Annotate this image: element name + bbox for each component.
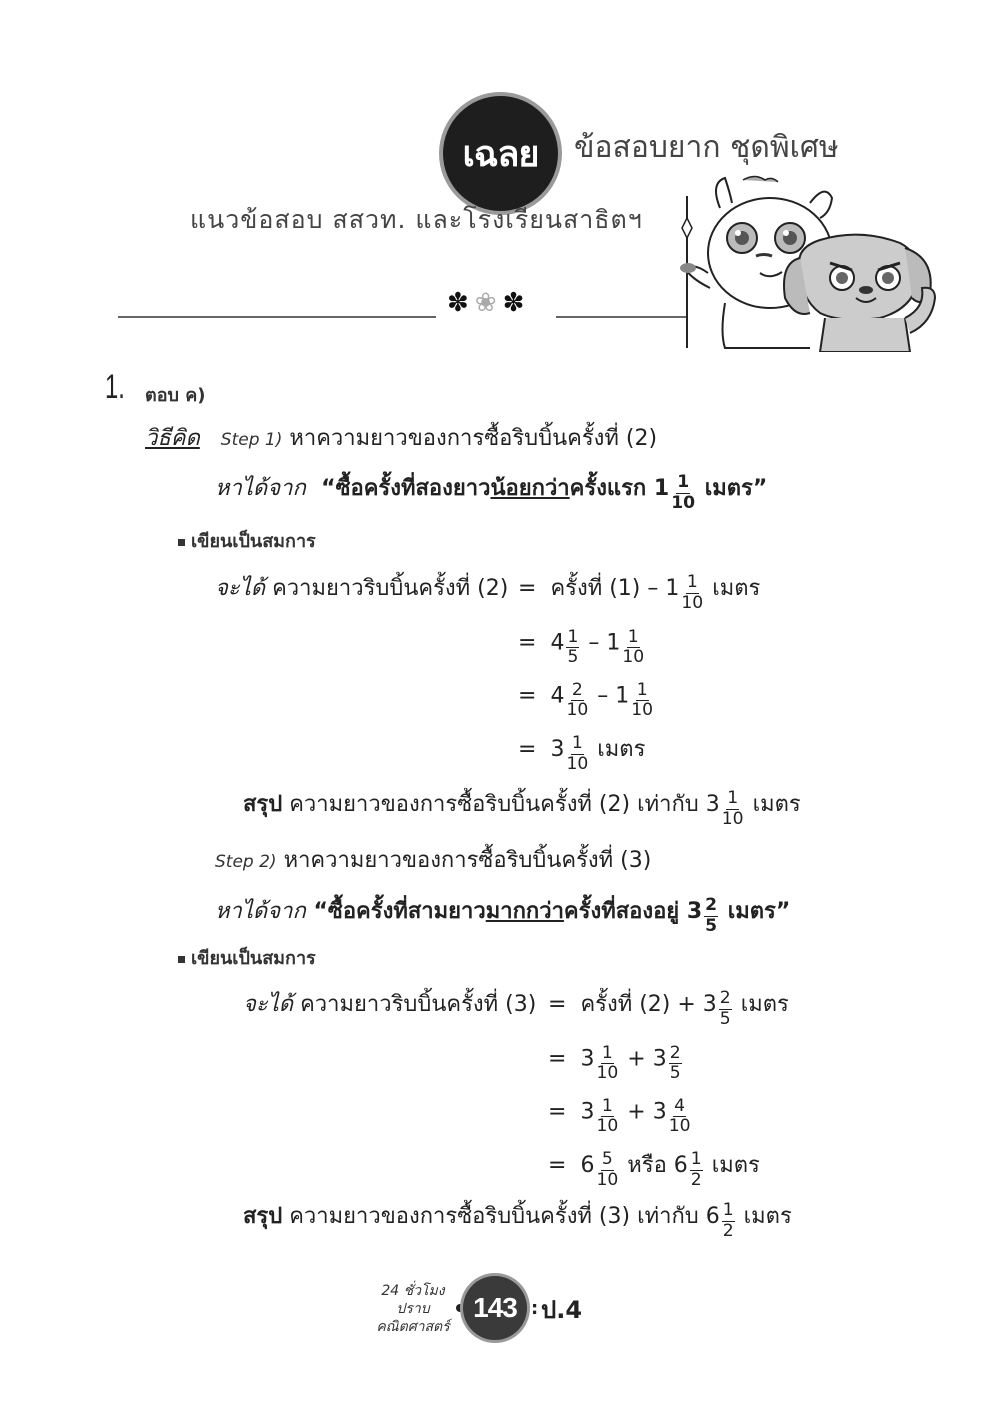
book-title: 24 ชั่วโมง ปราบ คณิตศาสตร์	[376, 1283, 450, 1335]
grade-label: ป.4	[541, 1296, 583, 1324]
equation-row: = 3 $\frac{1}{10}$ + 3 $\frac{4}{10}$	[548, 1096, 691, 1137]
equation-row: = ครั้งที่ (2) + 3 $\frac{2}{5}$ เมตร	[548, 988, 789, 1029]
answer-choice: ตอบ ค)	[145, 385, 206, 406]
page-number-badge	[463, 1276, 527, 1340]
bullet-square-icon	[178, 539, 185, 546]
step2-line	[215, 842, 651, 877]
bullet-heading: เขียนเป็นสมการ	[178, 943, 316, 972]
equation-row: = ครั้งที่ (1) – 1 $\frac{1}{10}$ เมตร	[518, 572, 761, 613]
divider-left	[118, 316, 436, 318]
summary-label: สรุป	[243, 1204, 283, 1229]
header-title: ข้อสอบยาก ชุดพิเศษ	[574, 130, 839, 165]
page-number: 143	[473, 1292, 517, 1323]
colon-separator: :	[531, 1298, 539, 1319]
equation-row: = 4 $\frac{1}{5}$ – 1 $\frac{1}{10}$	[518, 627, 645, 668]
flower-outline-icon: ❀	[474, 288, 503, 318]
answer-badge	[443, 96, 558, 211]
mascot-illustration	[660, 168, 940, 352]
answer-badge-label: เฉลย	[462, 134, 539, 175]
equation-lhs: จะได้ ความยาวริบบิ้นครั้งที่ (3)	[243, 992, 537, 1017]
step2-summary: สรุป ความยาวของการซื้อริบบิ้นครั้งที่ (3) เท่ากับ 6 $\frac{1}{2}$ เมตร	[243, 1200, 792, 1241]
quote-text: เมตร”	[697, 476, 768, 501]
from-label: หาได้จาก	[215, 476, 306, 501]
step2-label: Step 2)	[215, 852, 277, 872]
step1-label: Step 1)	[220, 430, 283, 450]
flower-icon: ✽	[502, 288, 531, 318]
summary-label: สรุป	[243, 792, 283, 817]
question-number: 1.	[105, 368, 125, 406]
method-line-step1	[145, 420, 657, 455]
step1-from-line	[215, 470, 768, 513]
quote-text: ครั้งแรก 1	[569, 476, 670, 501]
step2-from-line: หาได้จาก “ซื้อครั้งที่สามยาวมากกว่าครั้งที่สองอยู่ 3 $\frac{2}{5}$ เมตร”	[215, 895, 791, 936]
equation-lhs: จะได้ ความยาวริบบิ้นครั้งที่ (2)	[215, 576, 509, 601]
bullet-square-icon	[178, 956, 185, 963]
header-subtitle: แนวข้อสอบ สสวท. และโรงเรียนสาธิตฯ	[190, 205, 643, 234]
equation-row: = 4 $\frac{2}{10}$ – 1 $\frac{1}{10}$	[518, 680, 654, 721]
ornament	[447, 288, 530, 318]
step2-text: หาความยาวของการซื้อริบบิ้นครั้งที่ (3)	[283, 848, 652, 873]
quote-underlined: น้อยกว่า	[490, 476, 570, 501]
bullet-heading: เขียนเป็นสมการ	[178, 526, 316, 555]
equation-row: = 3 $\frac{1}{10}$ เมตร	[518, 733, 646, 774]
step1-text: หาความยาวของการซื้อริบบิ้นครั้งที่ (2)	[289, 426, 658, 451]
equation-row: = 6 $\frac{5}{10}$ หรือ 6 $\frac{1}{2}$ เมตร	[548, 1149, 760, 1190]
equation-row: = 3 $\frac{1}{10}$ + 3 $\frac{2}{5}$	[548, 1043, 681, 1084]
step1-summary: สรุป ความยาวของการซื้อริบบิ้นครั้งที่ (2) เท่ากับ 3 $\frac{1}{10}$ เมตร	[243, 788, 801, 829]
quote-text: “ซื้อครั้งที่สองยาว	[321, 476, 491, 501]
method-label: วิธีคิด	[145, 426, 200, 451]
flower-icon: ✽	[447, 288, 475, 318]
fraction: $\frac{1}{10}$	[671, 472, 696, 513]
